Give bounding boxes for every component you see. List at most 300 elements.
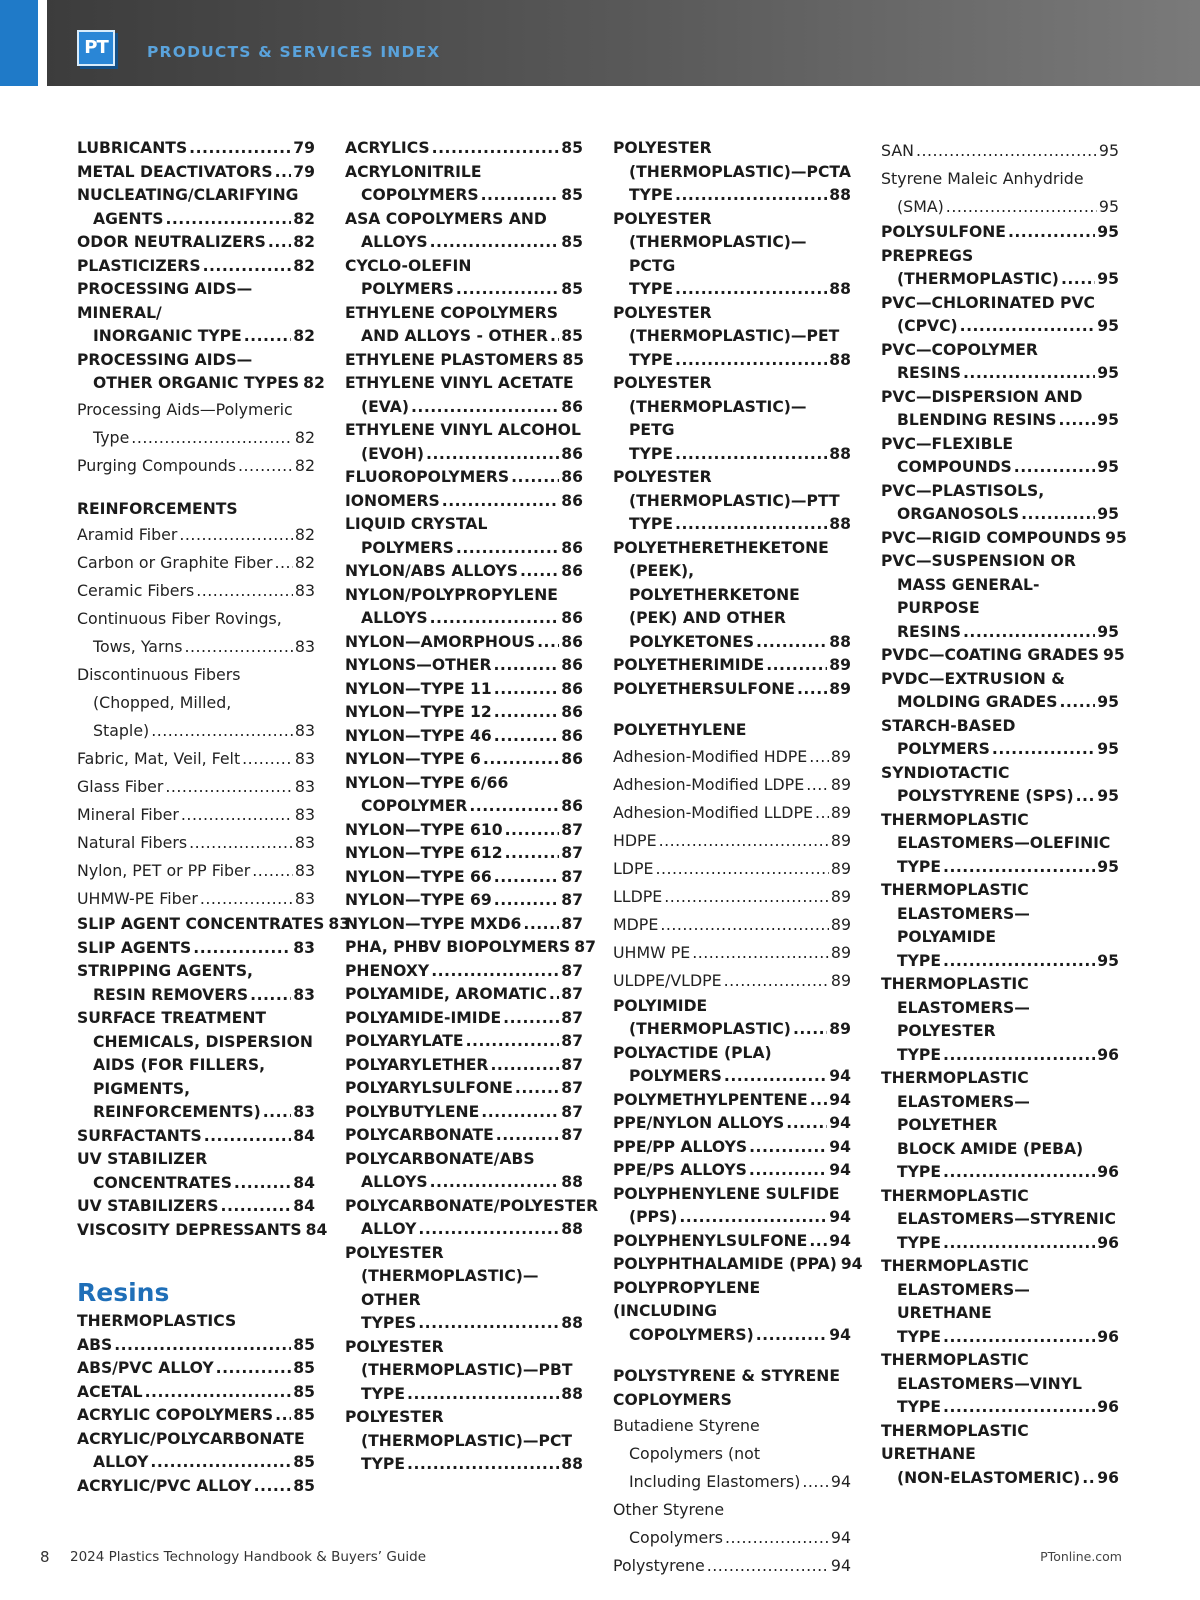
index-entry[interactable] [881,137,1119,165]
index-entry[interactable] [345,701,583,725]
entry-text-line: SLIP AGENTS [77,938,192,957]
index-entry[interactable] [345,889,583,913]
page-ref: 83 [293,938,315,957]
index-entry[interactable] [345,772,583,819]
page-ref: 83 [294,581,315,600]
index-entry[interactable] [613,799,851,827]
page-ref: 86 [561,797,583,815]
dot-leader [675,443,827,467]
page-ref: 89 [830,970,851,990]
entry-last-line [613,1159,851,1183]
entry-text-line: THERMOPLASTIC [881,810,1029,829]
dot-leader [250,984,291,1008]
index-entry[interactable] [77,829,315,857]
entry-last-line [345,1218,583,1242]
entry-text-line: CONCENTRATES [93,1173,232,1192]
dot-leader [515,1077,559,1101]
website-link[interactable]: PTonline.com [1040,1549,1122,1564]
entry-text-line: MOLDING GRADES [897,693,1058,711]
entry-last-line [613,349,851,373]
index-entry[interactable] [613,995,851,1042]
index-entry[interactable] [881,1420,1119,1491]
entry-last-line [613,967,851,995]
index-entry[interactable] [881,433,1119,480]
entry-last-line [345,1030,583,1054]
page-ref: 85 [293,1406,315,1424]
dot-leader [809,1230,827,1254]
page-ref: 89 [830,942,851,962]
index-entry[interactable] [881,221,1119,245]
page-ref: 85 [293,1359,315,1377]
dot-leader [490,1054,559,1078]
index-entry[interactable] [613,1042,851,1089]
index-entry[interactable] [613,883,851,911]
dot-leader [724,1065,827,1089]
entry-text-line: NYLONS—OTHER [345,656,492,674]
entry-last-line [345,842,583,866]
entry-last-line [77,1101,315,1125]
index-entry[interactable] [613,1277,851,1348]
index-entry[interactable] [77,1195,315,1219]
index-entry[interactable] [345,1406,583,1477]
entry-text-line: POLYETHERIMIDE [613,656,765,674]
index-entry[interactable] [881,550,1119,644]
dot-leader [430,1171,560,1195]
entry-text-line: TYPE [629,515,674,533]
index-entry[interactable] [613,1112,851,1136]
entry-text-line: POLYIMIDE [613,996,708,1015]
index-entry[interactable] [345,208,583,255]
index-entry[interactable] [77,885,315,913]
index-entry[interactable] [77,1334,315,1358]
entry-text-line: TYPES [361,1314,417,1332]
entry-text-line: POLYAMIDE, AROMATIC [345,985,547,1003]
page-ref: 86 [561,703,583,721]
index-entry[interactable] [345,960,583,984]
index-entry[interactable] [613,1496,851,1552]
index-entry[interactable] [77,231,315,255]
index-entry[interactable] [77,1219,328,1243]
entry-last-line [77,549,315,577]
entry-text-line: THERMOPLASTIC [881,1257,1029,1275]
entry-text-line: Butadiene Styrene [613,1416,760,1435]
index-entry[interactable] [613,678,851,702]
index-entry[interactable] [613,1089,851,1113]
entry-text-line: PPE/NYLON ALLOYS [613,1114,785,1132]
page-ref: 87 [561,891,583,909]
index-entry[interactable] [345,490,583,514]
entry-text-line: POLYMERS [897,740,990,758]
category-heading: THERMOPLASTICS [77,1312,237,1330]
index-entry[interactable] [77,913,351,937]
page-ref: 94 [829,1067,851,1085]
index-entry[interactable] [613,302,851,373]
index-entry[interactable] [613,771,851,799]
index-entry[interactable] [77,137,315,161]
page-ref: 94 [829,1090,851,1109]
entry-text-line: ELASTOMERS—VINYL [897,1374,1082,1393]
index-entry[interactable] [77,1428,315,1475]
entry-text-line: NYLON—TYPE 69 [345,891,492,909]
index-entry[interactable] [881,292,1119,339]
dot-leader [254,1475,292,1499]
dot-leader [943,856,1095,880]
page-ref: 85 [293,1476,315,1495]
dot-leader [675,349,827,373]
category-heading: REINFORCEMENTS [77,499,238,518]
entry-last-line [613,1136,851,1160]
page-ref: 87 [561,1055,583,1074]
entry-text-line: NYLON—TYPE 11 [345,679,492,698]
dot-leader [145,1381,292,1405]
entry-last-line [77,521,315,549]
index-entry[interactable] [613,537,851,655]
index-entry[interactable] [345,1195,599,1242]
dot-leader [505,819,560,843]
index-entry[interactable] [881,480,1119,527]
index-entry[interactable] [345,725,583,749]
page-ref: 88 [829,444,851,463]
index-entry[interactable] [345,1007,583,1031]
index-entry[interactable] [345,678,583,702]
index-entry[interactable] [77,549,315,577]
index-entry[interactable] [77,605,315,661]
index-entry[interactable] [77,1125,315,1149]
entry-last-line [613,678,851,702]
index-entry[interactable] [613,939,851,967]
index-entry[interactable] [345,560,583,584]
index-entry[interactable] [345,1242,583,1336]
entry-text-line: (NON-ELASTOMERIC) [897,1468,1081,1487]
page-ref: 95 [1097,857,1119,876]
index-entry[interactable] [613,1412,851,1496]
index-entry[interactable] [345,913,583,937]
entry-text-line: ELASTOMERS—URETHANE [897,1280,1030,1322]
entry-last-line [77,424,315,452]
entry-last-line [881,950,1119,974]
index-entry[interactable] [77,745,315,773]
dot-leader [481,1101,559,1125]
index-entry[interactable] [881,1255,1119,1349]
index-entry[interactable] [613,1159,851,1183]
index-entry[interactable] [345,513,583,560]
page-ref: 94 [829,1137,851,1156]
index-entry[interactable] [881,762,1119,809]
index-entry[interactable] [881,668,1119,715]
page-ref: 83 [294,749,315,768]
index-entry[interactable] [881,1349,1119,1420]
section-title: PRODUCTS & SERVICES INDEX [147,43,441,61]
entry-text-line: NYLON—TYPE 6/66 [345,773,509,792]
dot-leader [675,278,827,302]
entry-last-line [613,1230,851,1254]
index-entry[interactable] [345,1124,583,1148]
index-entry[interactable] [345,1101,583,1125]
entry-text-line: FLUOROPOLYMERS [345,468,510,486]
entry-text-line: POLYESTER [345,1243,444,1262]
entry-text-line: (EVOH) [361,444,425,463]
entry-last-line [345,560,583,584]
entry-text-line: CYCLO-OLEFIN [345,256,472,275]
entry-last-line [77,829,315,857]
index-entry[interactable] [77,1148,315,1195]
index-entry[interactable] [881,165,1119,221]
dot-leader [692,939,829,967]
index-entry[interactable] [77,396,315,452]
index-entry[interactable] [77,577,315,605]
entry-text-line: (THERMOPLASTIC)—PCT [361,1431,573,1450]
entry-text-line: (THERMOPLASTIC)—PBT [361,1361,573,1379]
entry-last-line [881,1161,1119,1185]
index-entry[interactable] [77,452,315,480]
index-entry[interactable] [613,137,851,208]
index-entry[interactable] [77,960,315,1007]
index-entry[interactable] [345,302,583,349]
index-entry[interactable] [881,809,1119,880]
index-entry[interactable] [613,967,851,995]
dot-leader [496,1124,560,1148]
index-entry[interactable] [77,255,315,279]
index-entry[interactable] [881,386,1119,433]
index-entry[interactable] [345,584,583,631]
entry-text-line: ALLOY [361,1220,417,1238]
entry-last-line [881,1467,1119,1491]
entry-last-line [881,503,1119,527]
index-entry[interactable] [77,661,315,745]
entry-last-line [77,577,315,605]
entry-text-line: SYNDIOTACTIC [881,763,1010,782]
entry-last-line [613,1089,851,1113]
entry-last-line [881,738,1119,762]
dot-leader [196,577,293,605]
index-entry[interactable] [345,349,583,373]
page-ref: 85 [293,1382,315,1401]
index-entry[interactable] [613,1183,851,1230]
entry-text-line: POLYARYLATE [345,1032,464,1050]
entry-text-line: Ceramic Fibers [77,581,195,600]
index-entry[interactable] [613,372,851,466]
entry-last-line [613,1018,851,1042]
dot-leader [679,1206,827,1230]
dot-leader [675,184,827,208]
entry-last-line [345,960,583,984]
index-entry[interactable] [881,527,1127,551]
page-ref: 84 [293,1126,315,1145]
page-ref: 86 [561,491,583,510]
category-heading: POLYETHYLENE [613,721,747,739]
entry-text-line: PPE/PS ALLOYS [613,1161,747,1179]
entry-last-line [77,325,315,349]
entry-last-line [77,1172,315,1196]
dot-leader [943,1326,1095,1350]
index-entry[interactable] [77,1475,315,1499]
dot-leader [1059,409,1096,433]
dot-leader [165,773,293,801]
entry-text-line: COPOLYMER [361,797,468,815]
page-ref: 87 [561,867,583,886]
entry-text-line: THERMOPLASTIC [881,1186,1029,1205]
entry-text-line: PVDC—COATING GRADES [881,646,1100,664]
index-entry[interactable] [345,466,583,490]
index-entry[interactable] [77,773,315,801]
index-entry[interactable] [345,137,583,161]
index-entry[interactable] [77,278,315,349]
entry-text-line: COMPOUNDS [897,458,1012,476]
page-ref: 82 [303,374,325,392]
index-entry[interactable] [77,1357,315,1381]
entry-text-line: SLIP AGENT CONCENTRATES [77,915,325,933]
entry-last-line [77,208,315,232]
entry-text-line: ACRYLONITRILE [345,162,482,181]
page-ref: 86 [561,726,583,745]
page-ref: 87 [561,1102,583,1121]
index-entry[interactable] [613,466,851,537]
index-entry[interactable] [613,1253,863,1277]
entry-text-line: (PEK) AND OTHER [629,609,786,627]
index-entry[interactable] [345,983,583,1007]
index-entry[interactable] [345,161,583,208]
index-entry[interactable] [345,1054,583,1078]
entry-last-line [613,827,851,855]
page-ref: 89 [829,656,851,674]
index-entry[interactable] [881,715,1119,762]
entry-text-line: POLYESTER [613,468,712,486]
dot-leader [151,717,293,745]
entry-last-line [77,255,315,279]
entry-text-line: POLYSTYRENE (SPS) [897,787,1074,805]
index-entry[interactable] [613,827,851,855]
entry-text-line: TYPE [897,1327,942,1346]
entry-text-line: NYLON—TYPE 612 [345,844,503,862]
index-entry[interactable] [881,245,1119,292]
index-entry[interactable] [613,1230,851,1254]
page-ref: 82 [294,553,315,572]
page-ref: 85 [293,1335,315,1354]
index-entry[interactable] [345,748,583,772]
entry-text-line: Styrene Maleic Anhydride [881,169,1084,188]
entry-last-line [881,527,1127,551]
index-entry[interactable] [77,184,315,231]
entry-text-line: ACRYLIC/POLYCARBONATE [77,1429,305,1448]
entry-last-line [345,1453,583,1477]
dot-leader [943,950,1095,974]
index-entry[interactable] [881,1185,1119,1256]
entry-last-line [881,362,1119,386]
entry-last-line [77,773,315,801]
entry-text-line: POLYKETONES [629,632,755,651]
page-ref: 85 [293,1453,315,1471]
entry-text-line: PPE/PP ALLOYS [613,1137,748,1156]
index-entry[interactable] [613,743,851,771]
entry-last-line [345,184,583,208]
index-entry[interactable] [345,819,583,843]
index-entry[interactable] [77,1381,315,1405]
index-entry[interactable] [345,1148,583,1195]
entry-text-line: COPOLYMERS [361,186,479,204]
index-entry[interactable] [77,1007,315,1125]
page-ref: 89 [830,830,851,850]
index-entry[interactable] [77,801,315,829]
entry-last-line [77,937,315,961]
index-entry[interactable] [613,208,851,302]
entry-text-line: NYLON/POLYPROPYLENE [345,585,558,604]
index-entry[interactable] [345,866,583,890]
page-ref: 86 [561,632,583,651]
page-ref: 83 [293,985,315,1004]
entry-text-line: (Chopped, Milled, [93,693,232,712]
index-entry[interactable] [881,879,1119,973]
entry-text-line: Mineral Fiber [77,805,179,824]
index-entry[interactable] [77,937,315,961]
page-ref: 89 [830,802,851,822]
index-entry[interactable] [77,521,315,549]
entry-text-line: ETHYLENE VINYL ALCOHOL [345,421,581,439]
entry-text-line: POLYESTER [613,139,712,157]
page-ref: 94 [830,1528,851,1547]
dot-leader [946,193,1097,221]
index-entry[interactable] [881,973,1119,1067]
entry-text-line: REINFORCEMENTS) [93,1103,261,1121]
entry-last-line [345,325,583,349]
index-entry[interactable] [345,372,583,419]
index-entry[interactable] [613,855,851,883]
entry-last-line [77,1451,315,1475]
index-entry[interactable] [613,911,851,939]
index-entry[interactable] [345,1030,583,1054]
entry-text-line: MASS GENERAL-PURPOSE [897,575,1040,617]
index-entry[interactable] [881,644,1125,668]
entry-last-line [77,633,315,661]
entry-text-line: ACETAL [77,1382,143,1401]
index-entry[interactable] [881,1067,1119,1185]
entry-text-line: METAL DEACTIVATORS [77,162,273,181]
page-ref: 86 [561,538,583,557]
dot-leader [1014,456,1096,480]
entry-text-line: PHENOXY [345,961,430,980]
entry-text-line: UHMW-PE Fiber [77,889,198,908]
index-entry[interactable] [881,339,1119,386]
entry-text-line: PLASTICIZERS [77,256,201,275]
page-ref: 82 [293,233,315,251]
index-entry[interactable] [77,349,325,396]
page-ref: 82 [294,427,315,447]
entry-last-line [345,396,583,420]
entry-last-line [881,1232,1119,1256]
entry-text-line: TYPE [361,1455,406,1473]
entry-text-line: POLYCARBONATE/ABS [345,1149,535,1168]
entry-last-line [613,799,851,827]
entry-text-line: TYPE [897,1045,942,1064]
index-entry[interactable] [345,936,596,960]
index-entry[interactable] [613,654,851,678]
index-entry[interactable] [345,255,583,302]
index-entry[interactable] [77,857,315,885]
page-ref: 95 [1097,740,1119,758]
index-entry[interactable] [345,1077,583,1101]
index-entry[interactable] [345,842,583,866]
index-entry[interactable] [77,1404,315,1428]
entry-text-line: Tows, Yarns [93,637,183,656]
index-entry[interactable] [613,1136,851,1160]
entry-last-line [881,193,1119,221]
index-entry[interactable] [345,1336,583,1407]
index-entry[interactable] [345,419,583,466]
index-entry[interactable] [345,654,583,678]
index-entry[interactable] [345,631,583,655]
index-entry[interactable] [77,161,315,185]
entry-text-line: ACRYLIC COPOLYMERS [77,1406,274,1424]
dot-leader [493,654,559,678]
